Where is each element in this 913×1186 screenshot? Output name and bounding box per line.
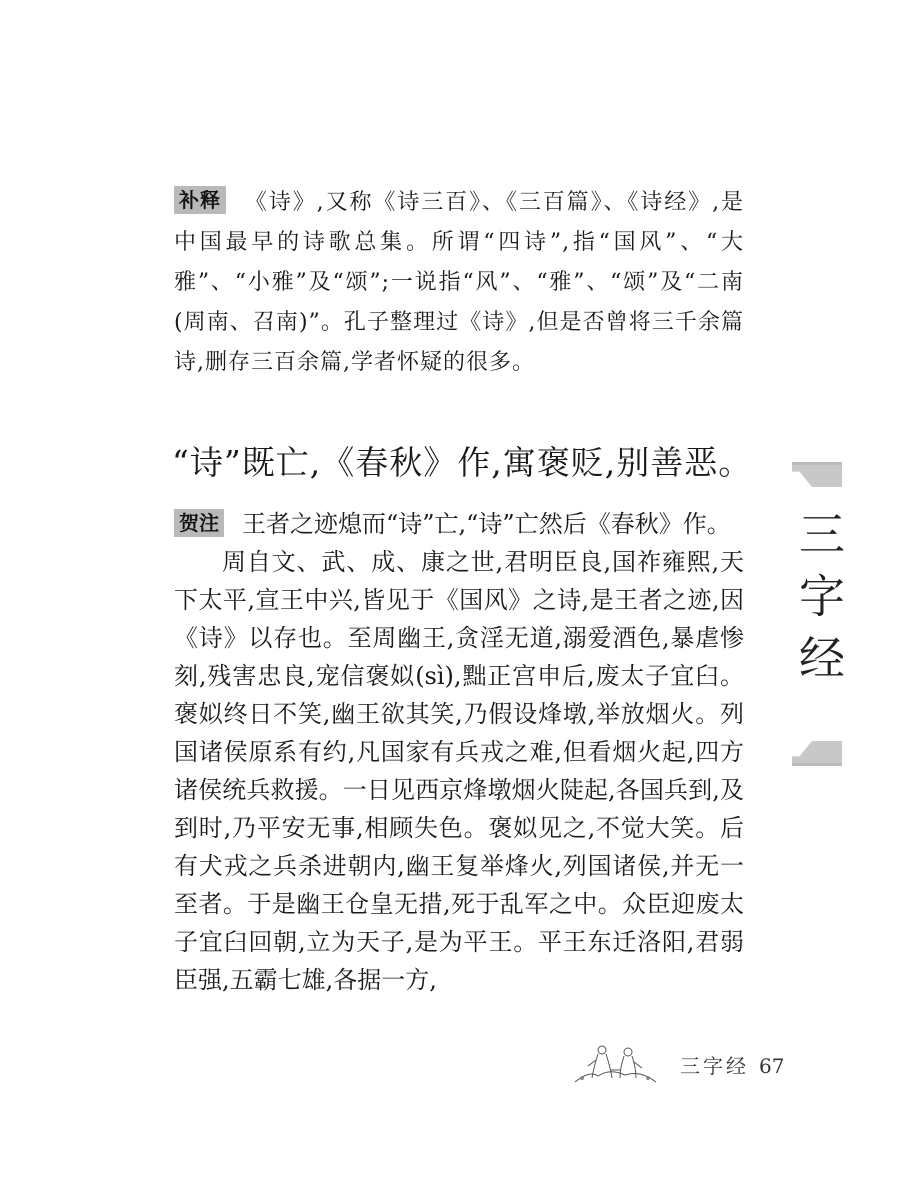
footer-running-title (680, 1050, 784, 1079)
commentary-section (174, 505, 744, 999)
scholars-illustration-icon (570, 1040, 660, 1085)
footer-book-title: 三字经 (680, 1054, 749, 1078)
supplement-section (174, 183, 744, 383)
page-footer (570, 1040, 800, 1090)
commentary-quote: 王者之迹熄而“诗”亡,“诗”亡然后《春秋》作。 (242, 510, 731, 538)
side-title-tab (792, 462, 846, 766)
verse-heading: “诗”既亡,《春秋》作,寓褒贬,别善恶。 (172, 443, 753, 482)
commentary-first-line (174, 505, 744, 543)
commentary-body: 周自文、武、成、康之世,君明臣良,国祚雍熙,天下太平,宣王中兴,皆见于《国风》之诗,是王者之迹,因《诗》以存也。至周幽王,贪淫无道,溺爱酒色,暴虐惨刻,残害忠良,宠信褒姒(sì),黜正宫申后,废太子宜臼。褒姒终日不笑,幽王欲其笑,乃假设烽墩,举放烟火。列国诸侯原系有约,凡国家有兵戎之难,但看烟火起,四方诸侯统兵救援。一日见西京烽墩烟火陡起,各国兵到,及到时,乃平安无事,相顾失色。褒姒见之,不觉大笑。后有犬戎之兵杀进朝内,幽王复举烽火,列国诸侯,并无一至者。于是幽王仓皇无措,死于乱军之中。众臣迎废太子宜臼回朝,立为天子,是为平王。平王东迁洛阳,君弱臣强,五霸七雄,各据一方, (174, 548, 744, 994)
tab-bracket-bottom (792, 737, 842, 766)
commentary-label: 贺注 (174, 509, 224, 537)
side-tab-title: 三字经 (792, 510, 846, 696)
tab-bracket-top (792, 462, 842, 491)
supplement-label: 补释 (174, 186, 226, 214)
page-number: 67 (759, 1054, 785, 1078)
supplement-text: 《诗》,又称《诗三百》、《三百篇》、《诗经》,是中国最早的诗歌总集。所谓“四诗”,指“国风”、“大雅”、“小雅”及“颂”;一说指“风”、“雅”、“颂”及“二南(周南、召南)”。孔子整理过《诗》,但是否曾将三千余篇诗,删存三百余篇,学者怀疑的很多。 (174, 190, 744, 375)
